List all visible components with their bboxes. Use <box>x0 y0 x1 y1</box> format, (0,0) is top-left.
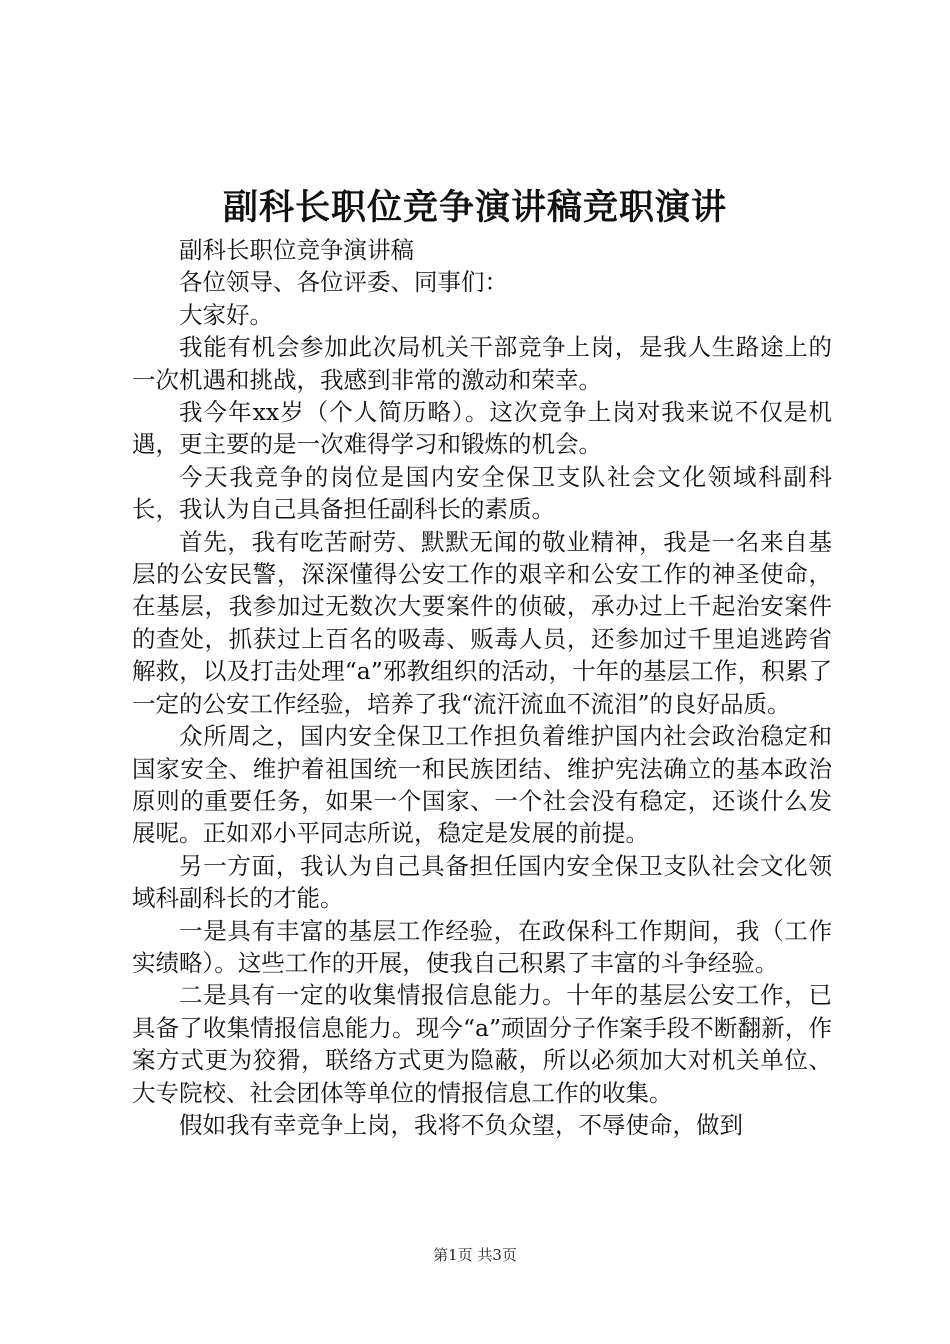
salutation: 各位领导、各位评委、同事们： <box>179 268 508 297</box>
document-title: 副科长职位竞争演讲稿竞职演讲 <box>222 187 727 228</box>
body-paragraph: 另一方面，我认为自己具备担任国内安全保卫支队社会文化领域科副科长的才能。 <box>132 851 832 913</box>
page-number-footer: 第1页 共3页 <box>433 1246 517 1264</box>
body-paragraph: 我今年xx岁（个人简历略）。这次竞争上岗对我来说不仅是机遇，更主要的是一次难得学习和锻炼的机会。 <box>132 398 832 459</box>
body-paragraph: 今天我竞争的岗位是国内安全保卫支队社会文化领域科副科长，我认为自己具备担任副科长的素质。 <box>132 462 832 524</box>
greeting: 大家好。 <box>179 300 273 329</box>
body-paragraph: 我能有机会参加此次局机关干部竞争上岗，是我人生路途上的一次机遇和挑战，我感到非常的激动和荣幸。 <box>132 333 832 394</box>
document-body <box>132 234 832 1141</box>
speech-subtitle: 副科长职位竞争演讲稿 <box>179 236 414 264</box>
body-paragraph: 二是具有一定的收集情报信息能力。十年的基层公安工作，已具备了收集情报信息能力。现今“a”顽固分子作案手段不断翻新，作案方式更为狡猾，联络方式更为隐蔽，所以必须加大对机关单位、大专院校、社会团体等单位的情报信息工作的收集。 <box>132 981 832 1107</box>
body-paragraph: 一是具有丰富的基层工作经验，在政保科工作期间，我（工作实绩略）。这些工作的开展，使我自己积累了丰富的斗争经验。 <box>132 916 832 977</box>
body-paragraph: 众所周之，国内安全保卫工作担负着维护国内社会政治稳定和国家安全、维护着祖国统一和民族团结、维护宪法确立的基本政治原则的重要任务，如果一个国家、一个社会没有稳定，还谈什么发展呢。正如邓小平同志所说，稳定是发展的前提。 <box>132 722 832 848</box>
body-paragraph: 假如我有幸竞争上岗，我将不负众望，不辱使命，做到 <box>179 1110 743 1139</box>
body-paragraph: 首先，我有吃苦耐劳、默默无闻的敬业精神，我是一名来自基层的公安民警，深深懂得公安工作的艰辛和公安工作的神圣使命，在基层，我参加过无数次大要案件的侦破，承办过上千起治安案件的查处，抓获过上百名的吸毒、贩毒人员，还参加过千里追逃跨省解救，以及打击处理“a”邪教组织的活动，十年的基层工作，积累了一定的公安工作经验，培养了我“流汗流血不流泪”的良好品质。 <box>132 527 832 718</box>
